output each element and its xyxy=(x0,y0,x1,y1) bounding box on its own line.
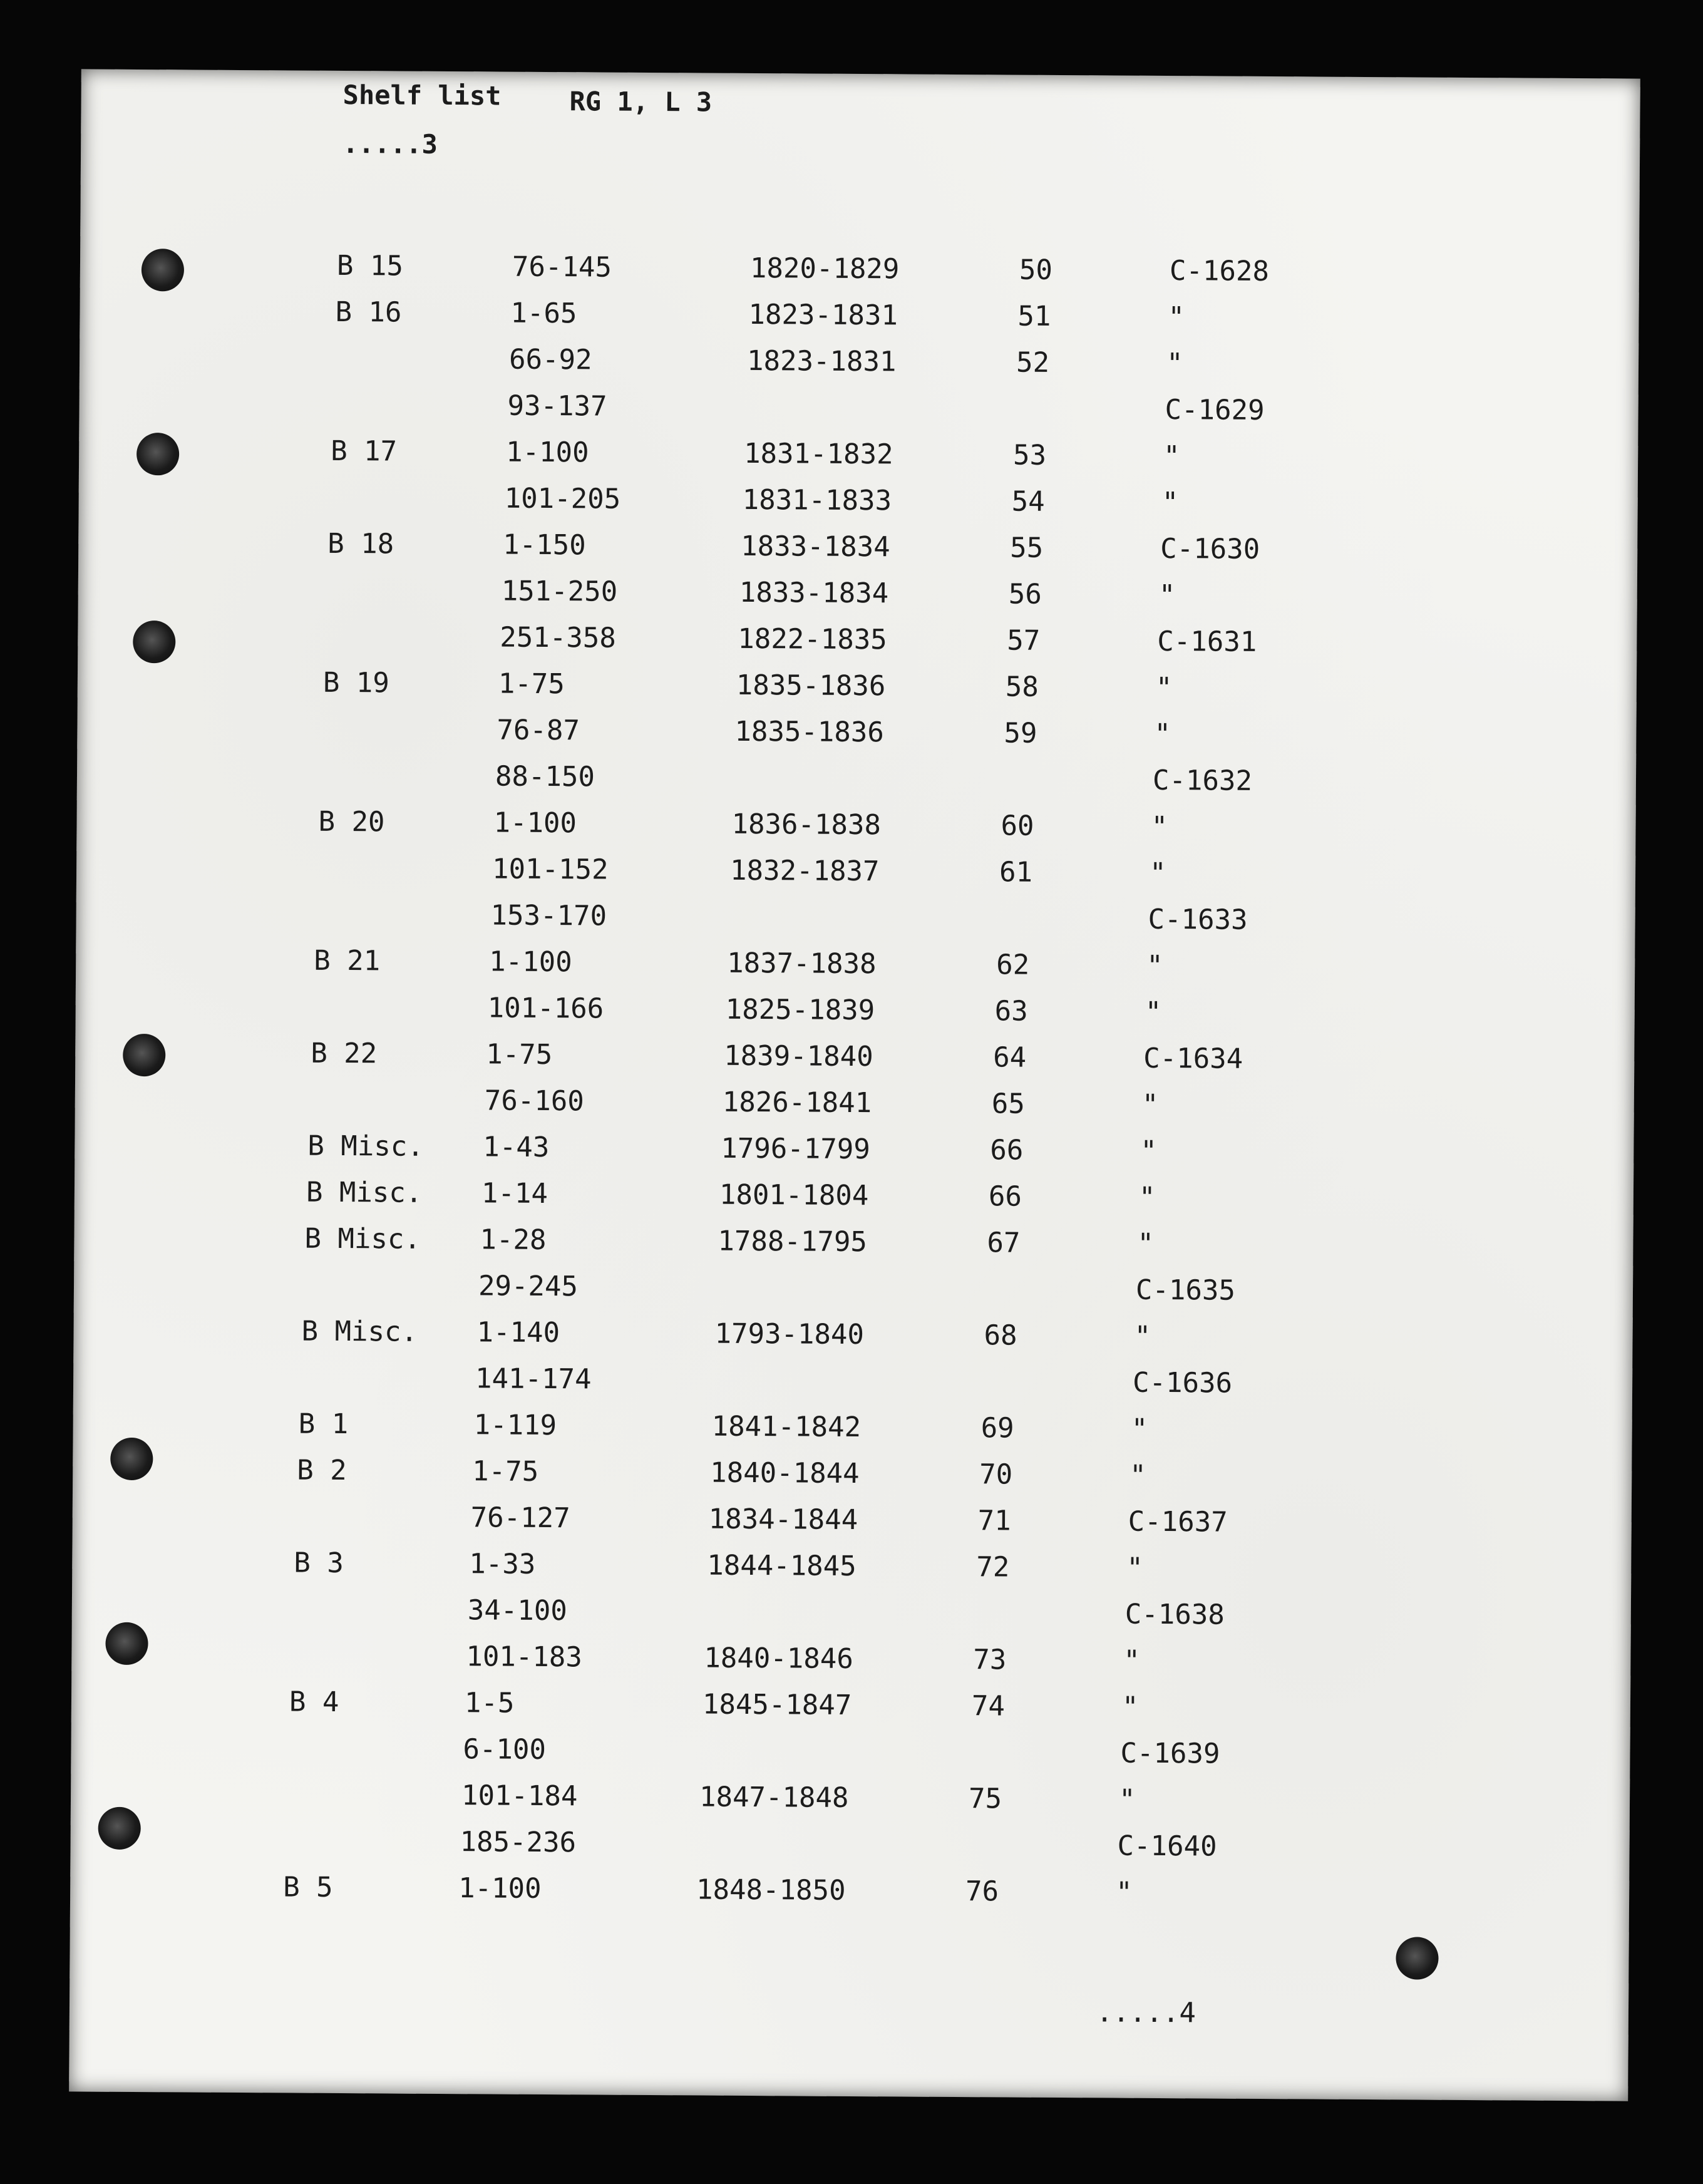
dates-cell: 1835-1836 xyxy=(734,715,885,749)
dates-cell: 1823-1831 xyxy=(748,298,898,332)
reel-cell: C-1629 xyxy=(1165,394,1265,426)
box-cell: B 15 xyxy=(336,249,404,282)
table-row xyxy=(303,1269,1703,1324)
box-cell: B 20 xyxy=(318,805,385,838)
table-row xyxy=(306,1177,1703,1231)
dates-cell: 1833-1834 xyxy=(741,530,890,564)
item-range-cell: 101-205 xyxy=(504,482,621,515)
box-cell: B 5 xyxy=(283,1871,333,1903)
volume-cell: 66 xyxy=(988,1180,1022,1213)
dates-cell: 1793-1840 xyxy=(714,1317,865,1351)
table-row xyxy=(321,713,1703,768)
item-range-cell: 1-65 xyxy=(510,297,577,330)
item-range-cell: 88-150 xyxy=(495,760,595,793)
box-cell: B Misc. xyxy=(306,1176,423,1209)
item-range-cell: 151-250 xyxy=(501,575,618,608)
item-range-cell: 185-236 xyxy=(460,1826,577,1859)
item-range-cell: 1-100 xyxy=(489,945,572,979)
table-row xyxy=(323,667,1703,721)
dates-cell: 1835-1836 xyxy=(736,669,886,703)
reel-cell: " xyxy=(1163,440,1180,473)
dates-cell: 1788-1795 xyxy=(718,1225,868,1259)
table-row xyxy=(314,945,1703,999)
dates-cell: 1820-1829 xyxy=(749,252,900,286)
reel-cell: C-1639 xyxy=(1120,1737,1220,1770)
dates-cell: 1844-1845 xyxy=(707,1549,857,1583)
box-cell: B 18 xyxy=(327,527,394,560)
volume-cell: 68 xyxy=(984,1319,1017,1352)
dates-cell: 1823-1831 xyxy=(746,344,897,378)
box-cell: B 21 xyxy=(314,944,381,977)
dates-cell: 1839-1840 xyxy=(724,1039,873,1073)
dates-cell: 1831-1832 xyxy=(744,437,893,471)
volume-cell: 69 xyxy=(980,1412,1014,1445)
item-range-cell: 1-75 xyxy=(472,1455,539,1488)
volume-cell: 76 xyxy=(965,1875,999,1908)
item-range-cell: 1-119 xyxy=(473,1409,557,1442)
box-cell: B 16 xyxy=(335,296,402,329)
reel-cell: C-1628 xyxy=(1169,255,1270,288)
reel-cell: " xyxy=(1115,1876,1133,1908)
table-row xyxy=(329,482,1703,536)
item-range-cell: 1-75 xyxy=(486,1038,553,1071)
dates-cell: 1825-1839 xyxy=(725,993,875,1027)
item-range-cell: 1-100 xyxy=(506,436,589,469)
volume-cell: 52 xyxy=(1016,346,1050,379)
volume-cell: 54 xyxy=(1011,485,1045,518)
volume-cell: 64 xyxy=(993,1041,1027,1074)
reel-cell: " xyxy=(1166,348,1183,380)
reel-cell: " xyxy=(1131,1413,1148,1445)
table-row xyxy=(304,1223,1703,1277)
item-range-cell: 93-137 xyxy=(507,389,607,423)
dates-cell: 1831-1833 xyxy=(742,483,892,517)
volume-cell: 65 xyxy=(991,1088,1025,1120)
item-range-cell: 1-100 xyxy=(493,806,577,840)
reel-cell: C-1634 xyxy=(1143,1042,1243,1075)
box-cell: B Misc. xyxy=(307,1130,424,1163)
volume-cell: 74 xyxy=(971,1690,1006,1723)
volume-cell: 66 xyxy=(990,1134,1024,1167)
reel-cell: " xyxy=(1146,949,1163,982)
box-cell: B 1 xyxy=(298,1408,349,1441)
reel-cell: " xyxy=(1118,1783,1136,1816)
table-row xyxy=(332,389,1703,443)
item-range-cell: 1-100 xyxy=(458,1872,542,1905)
table-row xyxy=(289,1686,1703,1741)
dates-cell: 1801-1804 xyxy=(719,1178,869,1212)
box-cell: B 19 xyxy=(322,666,390,699)
table-row xyxy=(318,806,1703,860)
item-range-cell: 76-145 xyxy=(512,250,612,284)
reel-cell: C-1633 xyxy=(1148,903,1248,936)
item-range-cell: 1-5 xyxy=(464,1687,515,1719)
table-row xyxy=(307,1130,1703,1185)
item-range-cell: 153-170 xyxy=(490,899,607,932)
table-row xyxy=(283,1871,1703,1925)
record-group: RG 1, L 3 xyxy=(569,86,713,118)
table-row xyxy=(286,1778,1703,1833)
reel-cell: C-1636 xyxy=(1132,1366,1233,1399)
item-range-cell: 101-184 xyxy=(461,1780,578,1813)
reel-cell: " xyxy=(1137,1227,1155,1260)
volume-cell: 61 xyxy=(999,856,1033,889)
item-range-cell: 29-245 xyxy=(478,1270,579,1303)
volume-cell: 71 xyxy=(977,1505,1011,1537)
item-range-cell: 141-174 xyxy=(475,1362,592,1396)
box-cell: B 22 xyxy=(311,1037,378,1070)
reel-cell: " xyxy=(1158,579,1176,612)
reel-cell: C-1638 xyxy=(1124,1598,1225,1631)
table-row xyxy=(311,1038,1703,1092)
table-row xyxy=(309,1084,1703,1138)
reel-cell: " xyxy=(1168,301,1185,334)
table-row xyxy=(326,574,1703,629)
table-row xyxy=(337,250,1703,304)
box-cell: B 4 xyxy=(289,1686,339,1718)
dates-cell: 1822-1835 xyxy=(738,622,887,656)
reel-cell: C-1630 xyxy=(1160,532,1260,565)
paper-sheet xyxy=(69,69,1640,2101)
reel-cell: " xyxy=(1129,1459,1146,1491)
volume-cell: 67 xyxy=(987,1227,1021,1259)
volume-cell: 50 xyxy=(1019,254,1053,286)
reel-cell: " xyxy=(1121,1691,1139,1723)
reel-cell: " xyxy=(1138,1181,1156,1213)
volume-cell: 73 xyxy=(973,1644,1007,1676)
table-row xyxy=(287,1732,1703,1786)
reel-cell: " xyxy=(1151,810,1168,843)
volume-cell: 63 xyxy=(994,995,1028,1028)
box-cell: B 2 xyxy=(297,1454,347,1487)
item-range-cell: 76-127 xyxy=(470,1502,570,1535)
item-range-cell: 1-14 xyxy=(481,1177,548,1210)
dates-cell: 1847-1848 xyxy=(699,1781,849,1814)
reel-cell: " xyxy=(1149,857,1166,890)
box-cell: B Misc. xyxy=(301,1315,418,1348)
box-cell: B Misc. xyxy=(304,1222,421,1255)
item-range-cell: 1-43 xyxy=(483,1131,550,1164)
dates-cell: 1837-1838 xyxy=(727,947,877,981)
table-row xyxy=(294,1547,1703,1602)
dates-cell: 1796-1799 xyxy=(721,1132,870,1166)
reel-cell: C-1632 xyxy=(1152,764,1253,797)
table-row xyxy=(291,1640,1703,1694)
reel-cell: C-1640 xyxy=(1117,1830,1217,1863)
table-row xyxy=(331,435,1703,490)
reel-cell: " xyxy=(1123,1644,1141,1677)
volume-cell: 55 xyxy=(1010,532,1044,564)
volume-cell: 51 xyxy=(1017,300,1051,332)
continued-from-marker: .....3 xyxy=(342,128,438,160)
table-row xyxy=(327,528,1703,582)
volume-cell: 60 xyxy=(1001,810,1034,842)
table-row xyxy=(315,899,1703,953)
item-range-cell: 1-28 xyxy=(480,1223,547,1256)
item-range-cell: 251-358 xyxy=(500,621,616,654)
item-range-cell: 66-92 xyxy=(508,343,592,376)
item-range-cell: 6-100 xyxy=(463,1733,547,1766)
volume-cell: 70 xyxy=(979,1458,1013,1491)
dates-cell: 1845-1847 xyxy=(702,1688,852,1721)
volume-cell: 58 xyxy=(1005,671,1039,703)
volume-cell: 53 xyxy=(1012,439,1047,471)
item-range-cell: 76-160 xyxy=(484,1084,584,1118)
shelf-list-table xyxy=(69,69,1640,2101)
page-title: Shelf list xyxy=(342,79,502,111)
box-cell: B 3 xyxy=(294,1547,344,1580)
table-row xyxy=(297,1455,1703,1509)
item-range-cell: 34-100 xyxy=(467,1594,567,1627)
reel-cell: " xyxy=(1161,486,1179,519)
reel-cell: " xyxy=(1155,671,1173,704)
item-range-cell: 101-183 xyxy=(466,1641,583,1674)
continued-to-marker: .....4 xyxy=(1096,1996,1196,2029)
item-range-cell: 1-75 xyxy=(498,667,565,701)
volume-cell: 75 xyxy=(968,1783,1002,1815)
table-row xyxy=(335,296,1703,351)
dates-cell: 1840-1844 xyxy=(710,1456,860,1490)
table-row xyxy=(284,1825,1703,1879)
dates-cell: 1836-1838 xyxy=(731,808,882,842)
volume-cell: 72 xyxy=(976,1551,1010,1584)
table-row xyxy=(292,1594,1703,1648)
dates-cell: 1840-1846 xyxy=(704,1642,853,1676)
table-row xyxy=(320,760,1703,814)
reel-cell: " xyxy=(1141,1088,1159,1121)
item-range-cell: 76-87 xyxy=(496,714,580,747)
dates-cell: 1833-1834 xyxy=(739,576,889,610)
item-range-cell: 101-152 xyxy=(491,853,609,886)
dates-cell: 1834-1844 xyxy=(708,1503,858,1537)
dates-cell: 1826-1841 xyxy=(722,1086,872,1120)
reel-cell: " xyxy=(1154,718,1171,751)
volume-cell: 59 xyxy=(1004,717,1037,749)
reel-cell: C-1635 xyxy=(1135,1274,1236,1307)
reel-cell: C-1631 xyxy=(1157,625,1257,658)
table-row xyxy=(334,343,1703,397)
table-row xyxy=(312,991,1703,1046)
dates-cell: 1848-1850 xyxy=(696,1873,846,1907)
item-range-cell: 101-166 xyxy=(487,992,604,1025)
table-row xyxy=(296,1501,1703,1555)
table-row xyxy=(301,1316,1703,1370)
dates-cell: 1832-1837 xyxy=(729,854,880,888)
box-cell: B 17 xyxy=(331,435,398,468)
volume-cell: 62 xyxy=(996,949,1030,981)
item-range-cell: 1-150 xyxy=(503,528,586,562)
reel-cell: " xyxy=(1140,1135,1158,1167)
reel-cell: " xyxy=(1145,996,1162,1028)
table-row xyxy=(324,621,1703,675)
reel-cell: " xyxy=(1134,1320,1151,1352)
item-range-cell: 1-140 xyxy=(476,1316,560,1349)
table-row xyxy=(300,1362,1703,1416)
volume-cell: 56 xyxy=(1008,578,1042,610)
volume-cell: 57 xyxy=(1007,624,1041,657)
reel-cell: C-1637 xyxy=(1128,1505,1228,1538)
dates-cell: 1841-1842 xyxy=(711,1410,862,1444)
table-row xyxy=(298,1408,1703,1463)
item-range-cell: 1-33 xyxy=(469,1548,536,1580)
reel-cell: " xyxy=(1126,1552,1143,1584)
table-row xyxy=(317,852,1703,907)
